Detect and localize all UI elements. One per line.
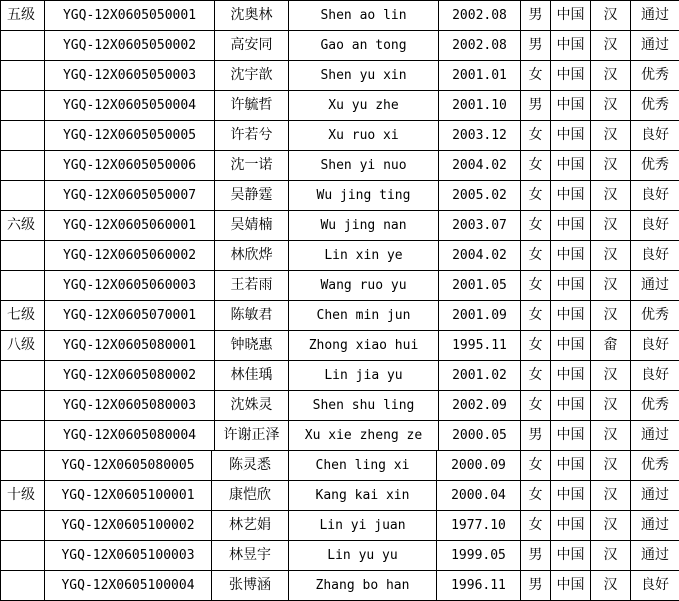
- gender-cell: 男: [521, 91, 551, 121]
- level-cell: 八级: [1, 331, 45, 361]
- birth-cell: 2003.07: [439, 211, 521, 241]
- gender-cell: 女: [521, 271, 551, 301]
- level-cell: 十级: [1, 481, 45, 511]
- id-cell: YGQ-12X0605050002: [45, 31, 215, 61]
- ethnicity-cell: 畲: [591, 331, 631, 361]
- table-row: [1, 241, 679, 271]
- result-cell: 良好: [631, 331, 679, 361]
- result-cell: 良好: [631, 571, 679, 601]
- country-cell: 中国: [551, 301, 591, 331]
- gender-cell: 男: [521, 421, 551, 451]
- name-cell: 沈奥林: [215, 1, 289, 31]
- id-cell: YGQ-12X0605080003: [45, 391, 215, 421]
- pinyin-cell: Wu jing ting: [289, 181, 439, 211]
- country-cell: 中国: [551, 511, 591, 541]
- country-cell: 中国: [551, 31, 591, 61]
- pinyin-cell: Zhang bo han: [289, 571, 437, 601]
- name-cell: 高安同: [215, 31, 289, 61]
- birth-cell: 2004.02: [439, 151, 521, 181]
- name-cell: 林昱宇: [212, 541, 289, 571]
- birth-cell: 2000.09: [437, 451, 521, 481]
- id-cell: YGQ-12X0605050001: [45, 1, 215, 31]
- ethnicity-cell: 汉: [591, 451, 631, 481]
- country-cell: 中国: [551, 361, 591, 391]
- birth-cell: 1999.05: [437, 541, 521, 571]
- level-cell: [1, 271, 45, 301]
- id-cell: YGQ-12X0605050006: [45, 151, 215, 181]
- name-cell: 陈灵悉: [212, 451, 289, 481]
- result-cell: 通过: [631, 31, 679, 61]
- gender-cell: 女: [521, 181, 551, 211]
- result-cell: 通过: [631, 481, 679, 511]
- name-cell: 沈姝灵: [215, 391, 289, 421]
- gender-cell: 男: [521, 571, 551, 601]
- birth-cell: 2001.09: [439, 301, 521, 331]
- table-row: [1, 151, 679, 181]
- birth-cell: 1996.11: [437, 571, 521, 601]
- country-cell: 中国: [551, 571, 591, 601]
- gender-cell: 女: [521, 121, 551, 151]
- level-cell: 六级: [1, 211, 45, 241]
- pinyin-cell: Lin yu yu: [289, 541, 437, 571]
- ethnicity-cell: 汉: [591, 181, 631, 211]
- gender-cell: 女: [521, 151, 551, 181]
- country-cell: 中国: [551, 481, 591, 511]
- table-row: [1, 541, 679, 571]
- table-row: [1, 1, 679, 31]
- table-row: [1, 121, 679, 151]
- country-cell: 中国: [551, 241, 591, 271]
- id-cell: YGQ-12X0605080005: [45, 451, 212, 481]
- table-row: [1, 301, 679, 331]
- gender-cell: 女: [521, 481, 551, 511]
- birth-cell: 2000.05: [439, 421, 521, 451]
- country-cell: 中国: [551, 541, 591, 571]
- result-cell: 优秀: [631, 91, 679, 121]
- country-cell: 中国: [551, 121, 591, 151]
- birth-cell: 2001.01: [439, 61, 521, 91]
- name-cell: 吴静霆: [215, 181, 289, 211]
- level-cell: [1, 151, 45, 181]
- pinyin-cell: Zhong xiao hui: [289, 331, 439, 361]
- gender-cell: 女: [521, 361, 551, 391]
- table-row: [1, 511, 679, 541]
- id-cell: YGQ-12X0605060001: [45, 211, 215, 241]
- name-cell: 沈一诺: [215, 151, 289, 181]
- ethnicity-cell: 汉: [591, 421, 631, 451]
- id-cell: YGQ-12X0605060002: [45, 241, 215, 271]
- level-cell: [1, 421, 45, 451]
- country-cell: 中国: [551, 151, 591, 181]
- pinyin-cell: Chen min jun: [289, 301, 439, 331]
- birth-cell: 1995.11: [439, 331, 521, 361]
- pinyin-cell: Wu jing nan: [289, 211, 439, 241]
- gender-cell: 男: [521, 1, 551, 31]
- roster-table-lower: [0, 450, 679, 601]
- pinyin-cell: Lin yi juan: [289, 511, 437, 541]
- ethnicity-cell: 汉: [591, 121, 631, 151]
- table-row: [1, 451, 679, 481]
- pinyin-cell: Shen yu xin: [289, 61, 439, 91]
- level-cell: [1, 61, 45, 91]
- ethnicity-cell: 汉: [591, 151, 631, 181]
- result-cell: 良好: [631, 211, 679, 241]
- name-cell: 林欣烨: [215, 241, 289, 271]
- name-cell: 许若兮: [215, 121, 289, 151]
- id-cell: YGQ-12X0605060003: [45, 271, 215, 301]
- ethnicity-cell: 汉: [591, 511, 631, 541]
- table-row: [1, 361, 679, 391]
- level-cell: [1, 391, 45, 421]
- id-cell: YGQ-12X0605080002: [45, 361, 215, 391]
- pinyin-cell: Shen shu ling: [289, 391, 439, 421]
- level-cell: [1, 121, 45, 151]
- gender-cell: 男: [521, 541, 551, 571]
- level-cell: [1, 31, 45, 61]
- result-cell: 通过: [631, 271, 679, 301]
- level-cell: [1, 511, 45, 541]
- name-cell: 林艺娟: [212, 511, 289, 541]
- country-cell: 中国: [551, 421, 591, 451]
- level-cell: [1, 571, 45, 601]
- result-cell: 优秀: [631, 61, 679, 91]
- ethnicity-cell: 汉: [591, 241, 631, 271]
- ethnicity-cell: 汉: [591, 211, 631, 241]
- ethnicity-cell: 汉: [591, 571, 631, 601]
- ethnicity-cell: 汉: [591, 541, 631, 571]
- table-row: [1, 91, 679, 121]
- country-cell: 中国: [551, 1, 591, 31]
- ethnicity-cell: 汉: [591, 301, 631, 331]
- table-row: [1, 481, 679, 511]
- id-cell: YGQ-12X0605080001: [45, 331, 215, 361]
- pinyin-cell: Shen ao lin: [289, 1, 439, 31]
- table-row: [1, 31, 679, 61]
- name-cell: 王若雨: [215, 271, 289, 301]
- name-cell: 张博涵: [212, 571, 289, 601]
- pinyin-cell: Xu xie zheng ze: [289, 421, 439, 451]
- id-cell: YGQ-12X0605050005: [45, 121, 215, 151]
- country-cell: 中国: [551, 271, 591, 301]
- level-cell: [1, 241, 45, 271]
- result-cell: 良好: [631, 361, 679, 391]
- level-cell: [1, 451, 45, 481]
- country-cell: 中国: [551, 61, 591, 91]
- table-row: [1, 211, 679, 241]
- birth-cell: 2004.02: [439, 241, 521, 271]
- result-cell: 良好: [631, 181, 679, 211]
- pinyin-cell: Lin jia yu: [289, 361, 439, 391]
- result-cell: 通过: [631, 511, 679, 541]
- pinyin-cell: Shen yi nuo: [289, 151, 439, 181]
- level-cell: 五级: [1, 1, 45, 31]
- name-cell: 许谢正泽: [215, 421, 289, 451]
- id-cell: YGQ-12X0605050004: [45, 91, 215, 121]
- name-cell: 沈宇歆: [215, 61, 289, 91]
- birth-cell: 2001.02: [439, 361, 521, 391]
- id-cell: YGQ-12X0605080004: [45, 421, 215, 451]
- gender-cell: 女: [521, 511, 551, 541]
- result-cell: 通过: [631, 421, 679, 451]
- gender-cell: 女: [521, 331, 551, 361]
- name-cell: 吴婧楠: [215, 211, 289, 241]
- id-cell: YGQ-12X0605070001: [45, 301, 215, 331]
- gender-cell: 女: [521, 301, 551, 331]
- table-row: [1, 181, 679, 211]
- pinyin-cell: Xu ruo xi: [289, 121, 439, 151]
- name-cell: 林佳瑀: [215, 361, 289, 391]
- gender-cell: 男: [521, 31, 551, 61]
- id-cell: YGQ-12X0605100001: [45, 481, 212, 511]
- birth-cell: 2005.02: [439, 181, 521, 211]
- table-row: [1, 331, 679, 361]
- country-cell: 中国: [551, 391, 591, 421]
- ethnicity-cell: 汉: [591, 31, 631, 61]
- birth-cell: 1977.10: [437, 511, 521, 541]
- birth-cell: 2001.10: [439, 91, 521, 121]
- id-cell: YGQ-12X0605100002: [45, 511, 212, 541]
- birth-cell: 2002.09: [439, 391, 521, 421]
- ethnicity-cell: 汉: [591, 61, 631, 91]
- country-cell: 中国: [551, 91, 591, 121]
- level-cell: [1, 91, 45, 121]
- table-row: [1, 421, 679, 451]
- country-cell: 中国: [551, 211, 591, 241]
- ethnicity-cell: 汉: [591, 391, 631, 421]
- table-row: [1, 61, 679, 91]
- country-cell: 中国: [551, 181, 591, 211]
- id-cell: YGQ-12X0605050007: [45, 181, 215, 211]
- ethnicity-cell: 汉: [591, 91, 631, 121]
- birth-cell: 2001.05: [439, 271, 521, 301]
- pinyin-cell: Gao an tong: [289, 31, 439, 61]
- birth-cell: 2002.08: [439, 31, 521, 61]
- gender-cell: 女: [521, 451, 551, 481]
- result-cell: 优秀: [631, 301, 679, 331]
- table-row: [1, 571, 679, 601]
- level-cell: 七级: [1, 301, 45, 331]
- result-cell: 优秀: [631, 391, 679, 421]
- country-cell: 中国: [551, 451, 591, 481]
- id-cell: YGQ-12X0605100004: [45, 571, 212, 601]
- table-row: [1, 271, 679, 301]
- result-cell: 通过: [631, 541, 679, 571]
- id-cell: YGQ-12X0605100003: [45, 541, 212, 571]
- pinyin-cell: Chen ling xi: [289, 451, 437, 481]
- name-cell: 钟晓惠: [215, 331, 289, 361]
- country-cell: 中国: [551, 331, 591, 361]
- ethnicity-cell: 汉: [591, 1, 631, 31]
- pinyin-cell: Kang kai xin: [289, 481, 437, 511]
- gender-cell: 女: [521, 61, 551, 91]
- birth-cell: 2000.04: [437, 481, 521, 511]
- result-cell: 优秀: [631, 451, 679, 481]
- id-cell: YGQ-12X0605050003: [45, 61, 215, 91]
- level-cell: [1, 361, 45, 391]
- ethnicity-cell: 汉: [591, 271, 631, 301]
- result-cell: 优秀: [631, 151, 679, 181]
- birth-cell: 2003.12: [439, 121, 521, 151]
- ethnicity-cell: 汉: [591, 481, 631, 511]
- level-cell: [1, 541, 45, 571]
- gender-cell: 女: [521, 211, 551, 241]
- pinyin-cell: Xu yu zhe: [289, 91, 439, 121]
- result-cell: 通过: [631, 1, 679, 31]
- name-cell: 许毓哲: [215, 91, 289, 121]
- pinyin-cell: Lin xin ye: [289, 241, 439, 271]
- name-cell: 陈敏君: [215, 301, 289, 331]
- result-cell: 良好: [631, 121, 679, 151]
- gender-cell: 女: [521, 391, 551, 421]
- birth-cell: 2002.08: [439, 1, 521, 31]
- level-cell: [1, 181, 45, 211]
- result-cell: 良好: [631, 241, 679, 271]
- name-cell: 康恺欣: [212, 481, 289, 511]
- gender-cell: 女: [521, 241, 551, 271]
- table-row: [1, 391, 679, 421]
- pinyin-cell: Wang ruo yu: [289, 271, 439, 301]
- ethnicity-cell: 汉: [591, 361, 631, 391]
